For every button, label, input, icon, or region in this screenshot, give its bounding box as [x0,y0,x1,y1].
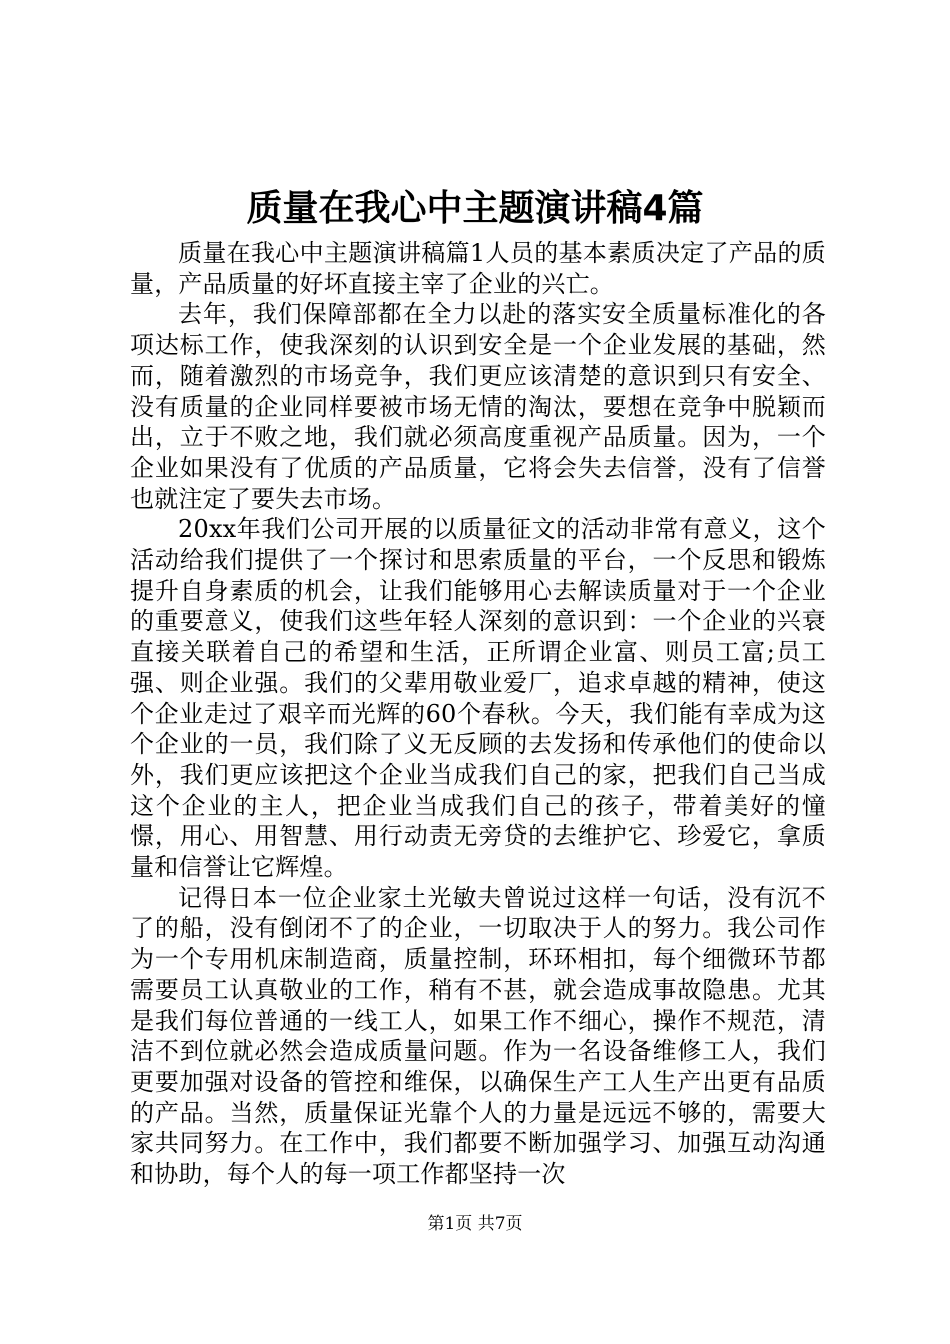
page-number-footer: 第1页 共7页 [427,1214,523,1234]
paragraph-3: 20xx年我们公司开展的以质量征文的活动非常有意义，这个活动给我们提供了一个探讨和思索质量的平台，一个反思和锻炼提升自身素质的机会，让我们能够用心去解读质量对于一个企业的重要意义，使我们这些年轻人深刻的意识到：一个企业的兴衰直接关联着自己的希望和生活，正所谓企业富、则员工富;员工强、则企业强。我们的父辈用敬业爱厂，追求卓越的精神，使这个企业走过了艰辛而光辉的60个春秋。今天，我们能有幸成为这个企业的一员，我们除了义无反顾的去发扬和传承他们的使命以外，我们更应该把这个企业当成我们自己的家，把我们自己当成这个企业的主人，把企业当成我们自己的孩子，带着美好的憧憬，用心、用智慧、用行动责无旁贷的去维护它、珍爱它，拿质量和信誉让它辉煌。 [130,515,826,882]
paragraph-1: 质量在我心中主题演讲稿篇1人员的基本素质决定了产品的质量，产品质量的好坏直接主宰了企业的兴亡。 [130,239,826,298]
paragraph-4: 记得日本一位企业家土光敏夫曾说过这样一句话，没有沉不了的船，没有倒闭不了的企业，一切取决于人的努力。我公司作为一个专用机床制造商，质量控制，环环相扣，每个细微环节都需要员工认真敬业的工作，稍有不甚，就会造成事故隐患。尤其是我们每位普通的一线工人，如果工作不细心，操作不规范，清洁不到位就必然会造成质量问题。作为一名设备维修工人，我们更要加强对设备的管控和维保，以确保生产工人生产出更有品质的产品。当然，质量保证光靠个人的力量是远远不够的，需要大家共同努力。在工作中，我们都要不断加强学习、加强互动沟通和协助，每个人的每一项工作都坚持一次 [130,883,826,1189]
document-body [130,238,826,1190]
paragraph-2: 去年，我们保障部都在全力以赴的落实安全质量标准化的各项达标工作，使我深刻的认识到安全是一个企业发展的基础，然而，随着激烈的市场竞争，我们更应该清楚的意识到只有安全、没有质量的企业同样要被市场无情的淘汰，要想在竞争中脱颖而出，立于不败之地，我们就必须高度重视产品质量。因为，一个企业如果没有了优质的产品质量，它将会失去信誉，没有了信誉也就注定了要失去市场。 [130,300,826,513]
document-title: 质量在我心中主题演讲稿4篇 [246,188,704,229]
